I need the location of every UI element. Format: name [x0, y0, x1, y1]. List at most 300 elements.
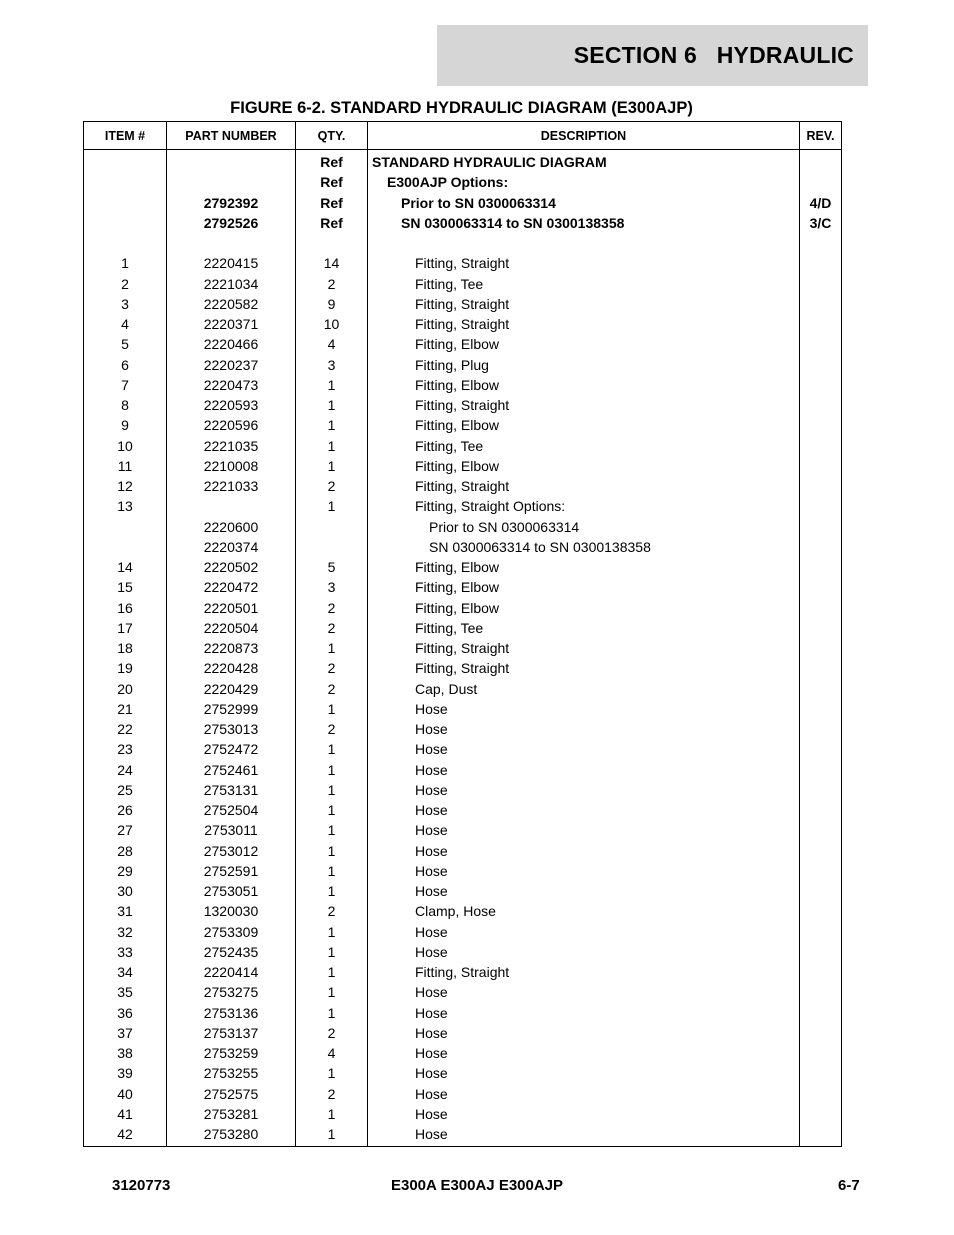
cell-item-number: 32	[84, 922, 167, 942]
table-body	[84, 150, 842, 1147]
cell-revision	[800, 861, 842, 881]
cell-quantity: 1	[296, 820, 368, 840]
table-row	[84, 436, 842, 456]
column-header-rev: REV.	[800, 122, 842, 150]
cell-quantity: 2	[296, 274, 368, 294]
cell-description: Hose	[368, 800, 800, 820]
table-row	[84, 942, 842, 962]
cell-part-number	[167, 150, 296, 173]
cell-description: Fitting, Straight	[368, 476, 800, 496]
cell-revision	[800, 294, 842, 314]
cell-description: Hose	[368, 881, 800, 901]
cell-quantity	[296, 517, 368, 537]
table-row	[84, 172, 842, 192]
cell-item-number: 41	[84, 1104, 167, 1124]
cell-revision	[800, 699, 842, 719]
table-row	[84, 780, 842, 800]
cell-part-number: 2753012	[167, 841, 296, 861]
cell-quantity: 1	[296, 638, 368, 658]
cell-item-number: 35	[84, 982, 167, 1002]
table-row	[84, 658, 842, 678]
cell-description: Hose	[368, 942, 800, 962]
cell-description: Fitting, Straight	[368, 962, 800, 982]
cell-quantity: 1	[296, 496, 368, 516]
cell-part-number: 2210008	[167, 456, 296, 476]
table-row	[84, 679, 842, 699]
cell-part-number: 2220429	[167, 679, 296, 699]
cell-description: Fitting, Straight	[368, 395, 800, 415]
parts-table	[83, 121, 842, 1147]
cell-description: Hose	[368, 922, 800, 942]
cell-revision	[800, 1104, 842, 1124]
cell-part-number: 2220504	[167, 618, 296, 638]
cell-part-number: 2752504	[167, 800, 296, 820]
cell-part-number	[167, 233, 296, 253]
table-row	[84, 962, 842, 982]
cell-item-number: 25	[84, 780, 167, 800]
cell-description: Hose	[368, 1063, 800, 1083]
cell-description: Fitting, Straight Options:	[368, 496, 800, 516]
cell-revision	[800, 233, 842, 253]
cell-quantity: 1	[296, 942, 368, 962]
cell-item-number: 14	[84, 557, 167, 577]
cell-description: Hose	[368, 699, 800, 719]
cell-part-number: 2220596	[167, 415, 296, 435]
cell-description: SN 0300063314 to SN 0300138358	[368, 537, 800, 557]
cell-quantity: 2	[296, 618, 368, 638]
cell-item-number	[84, 150, 167, 173]
cell-description: Prior to SN 0300063314	[368, 517, 800, 537]
table-row	[84, 334, 842, 354]
cell-item-number: 4	[84, 314, 167, 334]
cell-revision	[800, 618, 842, 638]
cell-item-number: 29	[84, 861, 167, 881]
cell-revision	[800, 881, 842, 901]
cell-part-number: 2220428	[167, 658, 296, 678]
cell-item-number: 36	[84, 1003, 167, 1023]
table-row	[84, 456, 842, 476]
cell-quantity: 1	[296, 739, 368, 759]
cell-revision	[800, 942, 842, 962]
cell-description: Fitting, Elbow	[368, 577, 800, 597]
cell-revision	[800, 1003, 842, 1023]
cell-quantity: 5	[296, 557, 368, 577]
table-row	[84, 881, 842, 901]
cell-revision	[800, 476, 842, 496]
table-row	[84, 193, 842, 213]
cell-revision	[800, 375, 842, 395]
cell-item-number	[84, 172, 167, 192]
cell-revision	[800, 436, 842, 456]
cell-quantity: 9	[296, 294, 368, 314]
cell-item-number: 21	[84, 699, 167, 719]
cell-revision: 3/C	[800, 213, 842, 233]
cell-part-number	[167, 172, 296, 192]
cell-quantity: Ref	[296, 213, 368, 233]
cell-description: SN 0300063314 to SN 0300138358	[368, 213, 800, 233]
cell-quantity: 2	[296, 719, 368, 739]
cell-description: Fitting, Straight	[368, 253, 800, 273]
cell-quantity: 1	[296, 760, 368, 780]
cell-revision	[800, 739, 842, 759]
cell-revision	[800, 638, 842, 658]
cell-part-number: 2220593	[167, 395, 296, 415]
cell-item-number: 24	[84, 760, 167, 780]
table-row	[84, 618, 842, 638]
cell-revision	[800, 780, 842, 800]
cell-item-number: 11	[84, 456, 167, 476]
cell-description: Fitting, Elbow	[368, 415, 800, 435]
cell-description: Fitting, Straight	[368, 314, 800, 334]
cell-item-number: 17	[84, 618, 167, 638]
cell-revision	[800, 517, 842, 537]
table-row	[84, 739, 842, 759]
cell-item-number: 20	[84, 679, 167, 699]
cell-description: Fitting, Straight	[368, 658, 800, 678]
cell-part-number: 2753136	[167, 1003, 296, 1023]
table-row	[84, 253, 842, 273]
table-row	[84, 395, 842, 415]
table-row	[84, 598, 842, 618]
cell-part-number: 2752999	[167, 699, 296, 719]
cell-description: STANDARD HYDRAULIC DIAGRAM	[368, 150, 800, 173]
table-row	[84, 213, 842, 233]
cell-part-number: 2753280	[167, 1124, 296, 1147]
table-row	[84, 1003, 842, 1023]
cell-item-number: 39	[84, 1063, 167, 1083]
table-row	[84, 1084, 842, 1104]
cell-quantity: 3	[296, 355, 368, 375]
table-row	[84, 638, 842, 658]
cell-part-number: 2220501	[167, 598, 296, 618]
cell-revision	[800, 679, 842, 699]
cell-item-number: 12	[84, 476, 167, 496]
cell-item-number: 9	[84, 415, 167, 435]
table-row	[84, 557, 842, 577]
cell-quantity: 1	[296, 1063, 368, 1083]
cell-part-number: 2220600	[167, 517, 296, 537]
cell-description: Hose	[368, 1023, 800, 1043]
cell-description: Fitting, Elbow	[368, 375, 800, 395]
cell-part-number: 2220582	[167, 294, 296, 314]
cell-revision	[800, 598, 842, 618]
cell-description: Hose	[368, 841, 800, 861]
cell-description: Hose	[368, 780, 800, 800]
column-header-item: ITEM #	[84, 122, 167, 150]
cell-part-number: 2753051	[167, 881, 296, 901]
cell-revision	[800, 760, 842, 780]
cell-part-number: 2753275	[167, 982, 296, 1002]
table-row	[84, 1043, 842, 1063]
footer-page-number: 6-7	[838, 1177, 860, 1194]
table-row	[84, 150, 842, 173]
cell-item-number: 3	[84, 294, 167, 314]
cell-part-number: 2220415	[167, 253, 296, 273]
cell-quantity: 2	[296, 679, 368, 699]
cell-item-number: 7	[84, 375, 167, 395]
table-header-row	[84, 122, 842, 150]
cell-quantity: 2	[296, 1023, 368, 1043]
cell-revision	[800, 253, 842, 273]
cell-part-number: 2220466	[167, 334, 296, 354]
table-row	[84, 982, 842, 1002]
table-row	[84, 314, 842, 334]
table-row	[84, 496, 842, 516]
table-row	[84, 1063, 842, 1083]
figure-title: FIGURE 6-2. STANDARD HYDRAULIC DIAGRAM (E300AJP)	[230, 99, 693, 117]
cell-part-number: 2753137	[167, 1023, 296, 1043]
column-header-description: DESCRIPTION	[368, 122, 800, 150]
table-row	[84, 537, 842, 557]
cell-description: Fitting, Straight	[368, 638, 800, 658]
cell-quantity: 1	[296, 861, 368, 881]
cell-quantity: 1	[296, 982, 368, 1002]
cell-quantity: 1	[296, 699, 368, 719]
cell-quantity: 1	[296, 395, 368, 415]
cell-description: Fitting, Elbow	[368, 557, 800, 577]
cell-quantity	[296, 537, 368, 557]
table-row	[84, 233, 842, 253]
cell-part-number: 1320030	[167, 901, 296, 921]
cell-revision	[800, 1084, 842, 1104]
table-row	[84, 841, 842, 861]
table-row	[84, 861, 842, 881]
cell-revision	[800, 719, 842, 739]
cell-description: Hose	[368, 739, 800, 759]
cell-quantity: 1	[296, 456, 368, 476]
cell-quantity: 1	[296, 436, 368, 456]
cell-item-number: 33	[84, 942, 167, 962]
cell-part-number: 2752461	[167, 760, 296, 780]
column-header-part-number: PART NUMBER	[167, 122, 296, 150]
table-row	[84, 517, 842, 537]
cell-revision	[800, 274, 842, 294]
cell-item-number: 2	[84, 274, 167, 294]
section-title: SECTION 6 HYDRAULIC	[573, 42, 854, 68]
cell-description: Cap, Dust	[368, 679, 800, 699]
cell-description: Hose	[368, 1104, 800, 1124]
footer-doc-number: 3120773	[112, 1177, 171, 1194]
table-row	[84, 719, 842, 739]
cell-revision	[800, 557, 842, 577]
section-header-banner	[437, 25, 868, 86]
cell-description: Clamp, Hose	[368, 901, 800, 921]
cell-description: Fitting, Plug	[368, 355, 800, 375]
cell-description: Fitting, Elbow	[368, 334, 800, 354]
cell-part-number: 2753013	[167, 719, 296, 739]
cell-description: Hose	[368, 982, 800, 1002]
cell-description: Hose	[368, 1124, 800, 1147]
cell-description: Fitting, Tee	[368, 274, 800, 294]
cell-item-number: 26	[84, 800, 167, 820]
cell-part-number: 2753281	[167, 1104, 296, 1124]
cell-quantity: 2	[296, 1084, 368, 1104]
cell-part-number: 2752591	[167, 861, 296, 881]
cell-description: Fitting, Elbow	[368, 456, 800, 476]
cell-part-number: 2752575	[167, 1084, 296, 1104]
cell-revision	[800, 1023, 842, 1043]
cell-description: Fitting, Tee	[368, 436, 800, 456]
cell-revision	[800, 901, 842, 921]
cell-part-number: 2792392	[167, 193, 296, 213]
cell-revision	[800, 415, 842, 435]
cell-part-number: 2220473	[167, 375, 296, 395]
cell-item-number: 37	[84, 1023, 167, 1043]
table-row	[84, 476, 842, 496]
cell-item-number	[84, 213, 167, 233]
cell-part-number: 2221033	[167, 476, 296, 496]
cell-revision	[800, 820, 842, 840]
cell-part-number: 2220371	[167, 314, 296, 334]
cell-description: E300AJP Options:	[368, 172, 800, 192]
cell-description: Fitting, Straight	[368, 294, 800, 314]
cell-part-number: 2752435	[167, 942, 296, 962]
cell-part-number: 2753131	[167, 780, 296, 800]
cell-revision: 4/D	[800, 193, 842, 213]
cell-revision	[800, 334, 842, 354]
cell-item-number: 28	[84, 841, 167, 861]
cell-item-number: 13	[84, 496, 167, 516]
cell-quantity: 1	[296, 415, 368, 435]
cell-description: Hose	[368, 760, 800, 780]
cell-quantity: 4	[296, 334, 368, 354]
cell-quantity: 1	[296, 780, 368, 800]
cell-quantity: 2	[296, 598, 368, 618]
cell-part-number: 2220873	[167, 638, 296, 658]
cell-item-number	[84, 537, 167, 557]
cell-revision	[800, 982, 842, 1002]
cell-part-number: 2753011	[167, 820, 296, 840]
cell-revision	[800, 314, 842, 334]
cell-quantity: 1	[296, 881, 368, 901]
cell-part-number: 2220237	[167, 355, 296, 375]
cell-description: Hose	[368, 1003, 800, 1023]
cell-part-number: 2753259	[167, 1043, 296, 1063]
cell-description	[368, 233, 800, 253]
cell-quantity: 1	[296, 841, 368, 861]
cell-item-number: 22	[84, 719, 167, 739]
cell-item-number: 27	[84, 820, 167, 840]
cell-item-number: 8	[84, 395, 167, 415]
cell-quantity: 2	[296, 901, 368, 921]
table-row	[84, 274, 842, 294]
cell-item-number: 5	[84, 334, 167, 354]
cell-item-number: 31	[84, 901, 167, 921]
cell-revision	[800, 962, 842, 982]
table-row	[84, 1104, 842, 1124]
cell-item-number	[84, 233, 167, 253]
cell-quantity: 1	[296, 962, 368, 982]
cell-part-number	[167, 496, 296, 516]
table-row	[84, 294, 842, 314]
column-header-qty: QTY.	[296, 122, 368, 150]
cell-revision	[800, 150, 842, 173]
table-row	[84, 1124, 842, 1147]
table-row	[84, 415, 842, 435]
cell-quantity: 2	[296, 658, 368, 678]
cell-item-number: 23	[84, 739, 167, 759]
cell-part-number: 2753309	[167, 922, 296, 942]
cell-item-number: 10	[84, 436, 167, 456]
cell-quantity: 1	[296, 800, 368, 820]
cell-description: Hose	[368, 719, 800, 739]
table-row	[84, 901, 842, 921]
cell-description: Hose	[368, 1043, 800, 1063]
cell-item-number: 40	[84, 1084, 167, 1104]
footer-models: E300A E300AJ E300AJP	[390, 1177, 564, 1194]
cell-item-number: 19	[84, 658, 167, 678]
cell-revision	[800, 841, 842, 861]
cell-revision	[800, 658, 842, 678]
cell-quantity: 4	[296, 1043, 368, 1063]
cell-part-number: 2792526	[167, 213, 296, 233]
cell-item-number: 34	[84, 962, 167, 982]
cell-quantity: Ref	[296, 150, 368, 173]
table-row	[84, 577, 842, 597]
cell-description: Fitting, Tee	[368, 618, 800, 638]
cell-quantity: 1	[296, 922, 368, 942]
cell-quantity: 1	[296, 1104, 368, 1124]
cell-description: Fitting, Elbow	[368, 598, 800, 618]
cell-item-number: 38	[84, 1043, 167, 1063]
cell-part-number: 2220502	[167, 557, 296, 577]
cell-revision	[800, 496, 842, 516]
cell-revision	[800, 355, 842, 375]
cell-part-number: 2220472	[167, 577, 296, 597]
cell-quantity: 3	[296, 577, 368, 597]
cell-item-number: 6	[84, 355, 167, 375]
cell-quantity: Ref	[296, 172, 368, 192]
cell-revision	[800, 172, 842, 192]
cell-revision	[800, 537, 842, 557]
cell-revision	[800, 1124, 842, 1147]
cell-part-number: 2752472	[167, 739, 296, 759]
cell-part-number: 2220414	[167, 962, 296, 982]
cell-part-number: 2221035	[167, 436, 296, 456]
cell-item-number: 30	[84, 881, 167, 901]
cell-item-number: 15	[84, 577, 167, 597]
table-row	[84, 922, 842, 942]
cell-quantity: 1	[296, 375, 368, 395]
cell-description: Hose	[368, 861, 800, 881]
cell-item-number: 1	[84, 253, 167, 273]
table-row	[84, 820, 842, 840]
cell-part-number: 2753255	[167, 1063, 296, 1083]
cell-revision	[800, 577, 842, 597]
table-row	[84, 375, 842, 395]
cell-quantity	[296, 233, 368, 253]
cell-part-number: 2220374	[167, 537, 296, 557]
cell-description: Hose	[368, 1084, 800, 1104]
table-row	[84, 800, 842, 820]
cell-revision	[800, 395, 842, 415]
table-row	[84, 699, 842, 719]
cell-revision	[800, 800, 842, 820]
cell-quantity: 2	[296, 476, 368, 496]
cell-item-number	[84, 517, 167, 537]
cell-quantity: 1	[296, 1124, 368, 1147]
cell-description: Prior to SN 0300063314	[368, 193, 800, 213]
cell-item-number: 18	[84, 638, 167, 658]
table-row	[84, 355, 842, 375]
cell-quantity: Ref	[296, 193, 368, 213]
cell-revision	[800, 1063, 842, 1083]
cell-item-number: 16	[84, 598, 167, 618]
cell-item-number: 42	[84, 1124, 167, 1147]
cell-item-number	[84, 193, 167, 213]
cell-description: Hose	[368, 820, 800, 840]
cell-revision	[800, 922, 842, 942]
